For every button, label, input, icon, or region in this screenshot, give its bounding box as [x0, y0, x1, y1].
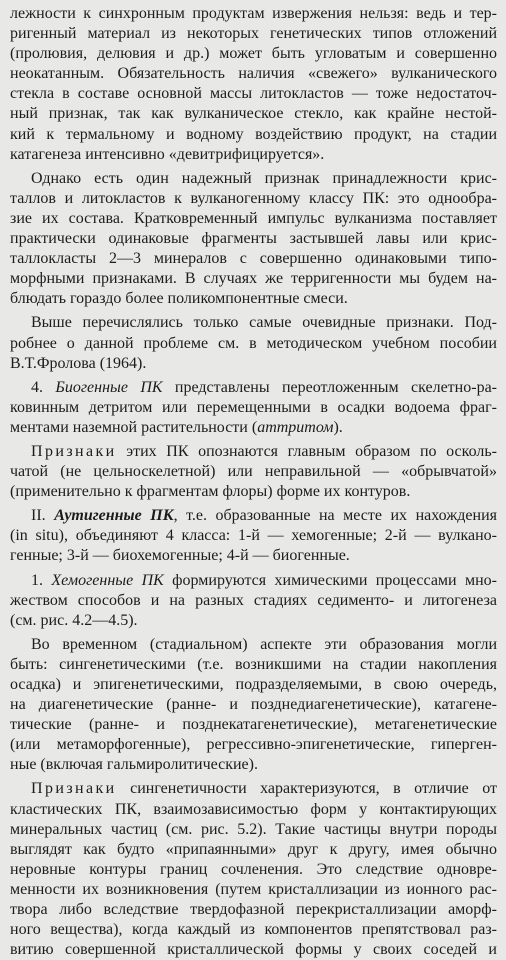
text-run: представлены переотложенным скелетно-ра-: [162, 378, 497, 396]
text-line: [10, 880, 497, 900]
text-run: неокатанным. Обязательность наличия «свежего» вулканического: [10, 65, 497, 83]
text-line: [10, 4, 497, 24]
text-run: кий к термальному и водному воздействию продукт, на стадии: [10, 125, 497, 143]
text-run: , т.е. образованные на месте их нахождения: [173, 507, 498, 525]
text-run: лежности к синхронным продуктам извержения нельзя: ведь и тер-: [10, 5, 497, 22]
text-line: [10, 334, 497, 354]
text-run: (in situ), объединяют 4 класса: 1-й — хемогенные; 2-й — вулкано-: [10, 527, 497, 545]
text-line: [10, 900, 497, 920]
text-run: выглядят как будто «припаянными» друг к другу, имея обычно: [10, 840, 497, 858]
text-run: В.Т.Фролова (1964).: [10, 354, 147, 372]
text-run: (пролювия, делювия и др.) может быть угловатым и совершенно: [10, 45, 497, 63]
text-line: [10, 269, 497, 289]
text-run: твора либо вследствие твердофазной перекристаллизации аморф-: [10, 901, 497, 919]
text-run: морфными признаками. В случаях же терригенности мы будем на-: [10, 270, 497, 288]
text-line: [10, 289, 497, 309]
text-run: Во временном (стадиальном) аспекте эти образования могли: [31, 635, 497, 653]
text-line: [10, 442, 497, 462]
text-run: витию совершенной кристаллической формы у своих соседей и: [10, 941, 497, 959]
text-run: блюдать гораздо более поликомпонентные смеси.: [10, 290, 348, 308]
text-line: [10, 820, 497, 840]
text-run: чатой (не цельноскелетной) или неправильной — «обрывчатой»: [10, 463, 497, 481]
text-line: [10, 546, 497, 566]
text-line: [10, 229, 497, 249]
text-line: [10, 378, 497, 398]
text-run: ригенный материал из некоторых генетических типов отложений: [10, 25, 497, 43]
text-line: [10, 64, 497, 84]
text-run: Выше перечислялись только самые очевидные признаки. Под-: [31, 314, 497, 332]
text-run: зие их состава. Кратковременный импульс вулканизма поставляет: [10, 209, 497, 227]
text-line: [10, 860, 497, 880]
text-line: [10, 354, 497, 374]
text-line: [10, 655, 497, 675]
text-run: ).: [333, 418, 343, 436]
spaced-emphasis: Признаки: [31, 442, 117, 460]
text-line: [10, 571, 497, 591]
text-line: [10, 104, 497, 124]
text-line: [10, 779, 497, 799]
text-line: [10, 249, 497, 269]
text-run: минеральных частиц (см. рис. 5.2). Такие частицы внутри породы: [10, 820, 497, 838]
text-line: [10, 840, 497, 860]
text-run: стекла в составе основной массы литокластов — тоже недостаточ-: [10, 85, 497, 103]
emphasis-text: Аутигенные ПК: [54, 507, 174, 525]
text-run: неровные контуры границ сочленения. Это следствие одновре-: [10, 860, 497, 878]
text-run: таллов и литокластов к вулканогенному классу ПК: это однообра-: [10, 189, 497, 207]
text-run: формируются химическими процессами мно-: [163, 571, 498, 589]
text-line: [10, 24, 497, 44]
text-run: ковинным детритом или перемещенными в осадки водоема фраг-: [10, 398, 497, 416]
text-line: [10, 482, 497, 502]
text-run: осадка) и эпигенетическими, подразделяемыми, в свою очередь,: [10, 676, 497, 693]
text-run: на диагенетические (ранне- и позднедиагенетические), катагене-: [10, 696, 497, 714]
text-line: [10, 695, 497, 715]
text-run: генные; 3-й — биохемогенные; 4-й — биогенные.: [10, 547, 350, 565]
text-run: ного вещества), когда каждый из компонентов препятствовал раз-: [10, 921, 497, 939]
text-line: [10, 940, 497, 960]
text-line: [10, 800, 497, 820]
text-run: практически одинаковые фрагменты застывшей лавы или крис-: [10, 230, 497, 248]
text-line: [10, 715, 497, 735]
text-line: [10, 189, 497, 209]
text-line: [10, 506, 497, 526]
text-line: [10, 145, 497, 165]
text-run: быть: сингенетическими (т.е. возникшими на стадии накопления: [10, 655, 497, 673]
text-line: [10, 920, 497, 940]
text-run: ный признак, так как вулканическое стекло, как крайне нестой-: [10, 105, 497, 123]
text-line: [10, 675, 497, 695]
emphasis-text: Хемогенные ПК: [51, 571, 164, 589]
text-line: [10, 462, 497, 482]
text-run: (или метаморфогенные), регрессивно-эпигенетические, гиперген-: [10, 736, 497, 754]
text-run: катагенеза интенсивно «девитрифицируется».: [10, 145, 325, 163]
text-run: (применительно к фрагментам флоры) форме их контуров.: [10, 483, 411, 501]
text-run: II.: [31, 507, 55, 525]
text-run: ментами наземной растительности (: [10, 418, 258, 436]
text-line: [10, 755, 497, 775]
text-run: жеством способов и на разных стадиях седименто- и литогенеза: [10, 591, 497, 609]
text-run: 4.: [31, 378, 56, 396]
text-run: (см. рис. 4.2—4.5).: [10, 611, 138, 629]
text-line: [10, 526, 497, 546]
text-line: [10, 418, 497, 438]
text-run: сингенетичности характеризуются, в отличие от: [116, 780, 497, 798]
text-run: Однако есть один надежный признак принадлежности крис-: [31, 169, 497, 187]
text-run: этих ПК опознаются главным образом по осколь-: [116, 442, 497, 460]
text-run: менности их возникновения (путем кристаллизации из ионного рас-: [10, 880, 497, 898]
text-line: [10, 84, 497, 104]
text-run: тические (ранне- и позднекатагенетические), метагенетические: [10, 716, 497, 734]
body-text: [10, 4, 497, 960]
text-run: таллокласты 2—3 минералов с совершенно одинаковыми типо-: [10, 250, 497, 268]
text-line: [10, 125, 497, 145]
text-line: [10, 398, 497, 418]
text-line: [10, 611, 497, 631]
text-line: [10, 209, 497, 229]
emphasis-text: аттритом: [257, 418, 334, 436]
text-line: [10, 169, 497, 189]
text-line: [10, 735, 497, 755]
text-run: ные (включая гальмиролитические).: [10, 756, 258, 774]
text-run: робнее о данной проблеме см. в методическом учебном пособии: [10, 334, 497, 352]
text-line: [10, 44, 497, 64]
text-line: [10, 313, 497, 333]
text-line: [10, 635, 497, 655]
spaced-emphasis: Признаки: [31, 780, 117, 798]
text-line: [10, 591, 497, 611]
emphasis-text: Биогенные ПК: [55, 378, 163, 396]
text-run: кластических ПК, взаимозависимостью форм у контактирующих: [10, 800, 497, 818]
text-run: 1.: [31, 571, 52, 589]
